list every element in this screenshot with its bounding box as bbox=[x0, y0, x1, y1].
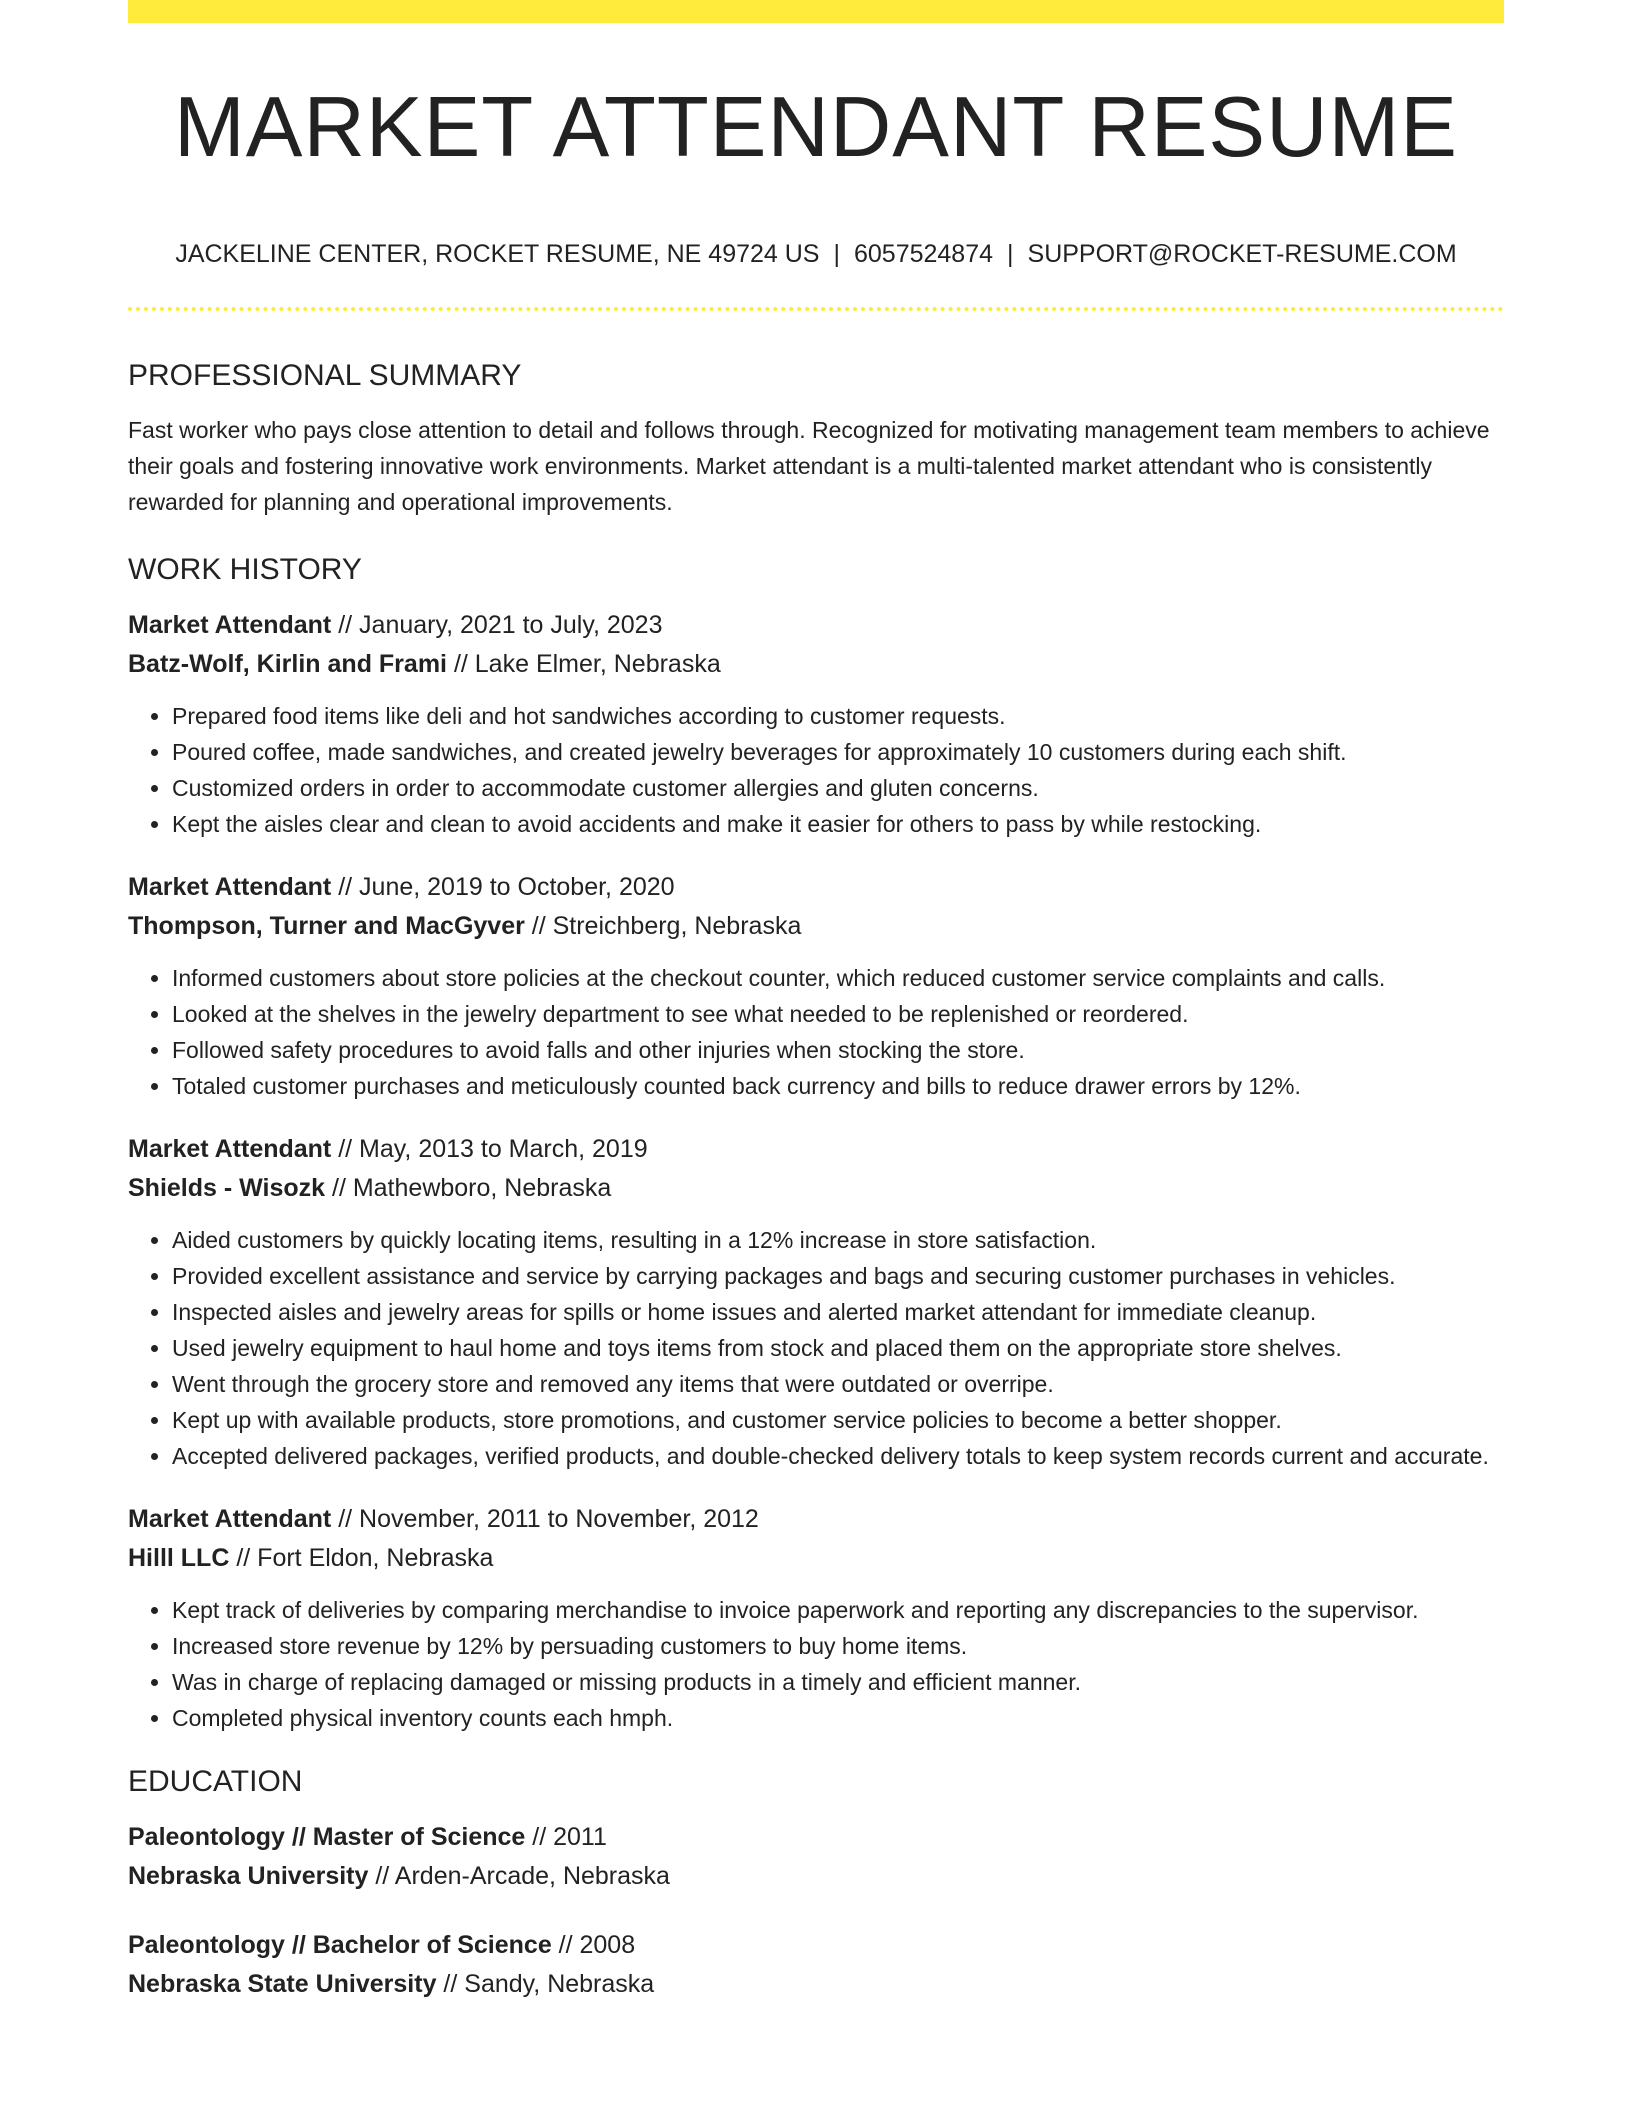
summary-heading: PROFESSIONAL SUMMARY bbox=[128, 359, 522, 392]
job-company-line bbox=[128, 645, 1504, 684]
job-company: Thompson, Turner and MacGyver bbox=[128, 912, 525, 940]
contact-address: JACKELINE CENTER, ROCKET RESUME, NE 49724 US bbox=[175, 240, 820, 268]
job-location: // Mathewboro, Nebraska bbox=[325, 1174, 612, 1202]
list-item: • Totaled customer purchases and meticulously counted back currency and bills to reduce drawer errors by 12%. bbox=[172, 1068, 1504, 1104]
page-title: MARKET ATTENDANT RESUME bbox=[173, 80, 1458, 175]
contact-separator: | bbox=[1007, 240, 1014, 268]
job-dates: // May, 2013 to March, 2019 bbox=[331, 1135, 648, 1163]
degree: Paleontology // Master of Science bbox=[128, 1823, 526, 1851]
list-item: • Customized orders in order to accommodate customer allergies and gluten concerns. bbox=[172, 770, 1504, 806]
job-location: // Lake Elmer, Nebraska bbox=[447, 650, 721, 678]
job-company-line bbox=[128, 1539, 1504, 1578]
job-company-line bbox=[128, 907, 1504, 946]
job-bullets bbox=[128, 960, 1504, 1104]
job-entry bbox=[128, 1130, 1504, 1474]
degree: Paleontology // Bachelor of Science bbox=[128, 1931, 552, 1959]
job-company: Batz-Wolf, Kirlin and Frami bbox=[128, 650, 447, 678]
job-entry bbox=[128, 606, 1504, 842]
list-item: • Went through the grocery store and removed any items that were outdated or overripe. bbox=[172, 1366, 1504, 1402]
degree-year: // 2008 bbox=[551, 1931, 636, 1959]
job-title: Market Attendant bbox=[128, 611, 332, 639]
job-company-line bbox=[128, 1169, 1504, 1208]
education-section bbox=[128, 1760, 1504, 2004]
list-item: • Was in charge of replacing damaged or missing products in a timely and efficient manner. bbox=[172, 1664, 1504, 1700]
list-item: • Completed physical inventory counts each hmph. bbox=[172, 1700, 1504, 1736]
school-location: // Sandy, Nebraska bbox=[436, 1970, 655, 1998]
job-company: Hilll LLC bbox=[128, 1544, 230, 1572]
job-bullets bbox=[128, 1222, 1504, 1474]
education-heading: EDUCATION bbox=[128, 1765, 303, 1798]
list-item: • Inspected aisles and jewelry areas for spills or home issues and alerted market attendant for immediate cleanup. bbox=[172, 1294, 1504, 1330]
list-item: • Poured coffee, made sandwiches, and created jewelry beverages for approximately 10 customers during each shift. bbox=[172, 734, 1504, 770]
school-line bbox=[128, 1965, 1504, 2004]
list-item: • Kept the aisles clear and clean to avoid accidents and make it easier for others to pass by while restocking. bbox=[172, 806, 1504, 842]
list-item: • Increased store revenue by 12% by persuading customers to buy home items. bbox=[172, 1628, 1504, 1664]
dotted-divider bbox=[128, 307, 1504, 311]
education-entry bbox=[128, 1926, 1504, 2004]
degree-line bbox=[128, 1818, 1504, 1857]
job-entry bbox=[128, 1500, 1504, 1736]
job-dates: // January, 2021 to July, 2023 bbox=[331, 611, 663, 639]
contact-phone: 6057524874 bbox=[853, 240, 994, 268]
resume-content bbox=[128, 354, 1504, 2004]
list-item: • Used jewelry equipment to haul home and toys items from stock and placed them on the appropriate store shelves. bbox=[172, 1330, 1504, 1366]
contact-email: SUPPORT@ROCKET-RESUME.COM bbox=[1027, 240, 1457, 268]
education-entry bbox=[128, 1818, 1504, 1896]
work-history-heading: WORK HISTORY bbox=[128, 553, 362, 586]
accent-bar bbox=[128, 0, 1504, 23]
list-item: • Kept track of deliveries by comparing merchandise to invoice paperwork and reporting any discrepancies to the supervisor. bbox=[172, 1592, 1504, 1628]
school: Nebraska University bbox=[128, 1862, 369, 1890]
list-item: • Prepared food items like deli and hot sandwiches according to customer requests. bbox=[172, 698, 1504, 734]
job-dates: // June, 2019 to October, 2020 bbox=[331, 873, 675, 901]
school-line bbox=[128, 1857, 1504, 1896]
work-history-section bbox=[128, 548, 1504, 1736]
job-title-line bbox=[128, 606, 1504, 645]
list-item: • Kept up with available products, store promotions, and customer service policies to become a better shopper. bbox=[172, 1402, 1504, 1438]
job-title: Market Attendant bbox=[128, 1505, 332, 1533]
job-title-line bbox=[128, 868, 1504, 907]
job-title: Market Attendant bbox=[128, 1135, 332, 1163]
school: Nebraska State University bbox=[128, 1970, 437, 1998]
summary-text: Fast worker who pays close attention to detail and follows through. Recognized for motivating management team members to achieve their goals and fostering innovative work environments. Market attendant is a multi-talented market attendant who is consistently rewarded for planning and operational improvements. bbox=[128, 417, 1490, 515]
job-dates: // November, 2011 to November, 2012 bbox=[331, 1505, 759, 1533]
list-item: • Looked at the shelves in the jewelry department to see what needed to be replenished or reordered. bbox=[172, 996, 1504, 1032]
contact-separator: | bbox=[833, 240, 840, 268]
list-item: • Accepted delivered packages, verified products, and double-checked delivery totals to keep system records current and accurate. bbox=[172, 1438, 1504, 1474]
degree-year: // 2011 bbox=[525, 1823, 607, 1851]
job-bullets bbox=[128, 1592, 1504, 1736]
job-location: // Streichberg, Nebraska bbox=[524, 912, 802, 940]
degree-line bbox=[128, 1926, 1504, 1965]
job-company: Shields - Wisozk bbox=[128, 1174, 326, 1202]
job-title-line bbox=[128, 1130, 1504, 1169]
contact-line bbox=[128, 236, 1504, 272]
summary-section bbox=[128, 354, 1504, 520]
job-bullets bbox=[128, 698, 1504, 842]
job-location: // Fort Eldon, Nebraska bbox=[229, 1544, 494, 1572]
school-location: // Arden-Arcade, Nebraska bbox=[368, 1862, 670, 1890]
list-item: • Informed customers about store policies at the checkout counter, which reduced customer service complaints and calls. bbox=[172, 960, 1504, 996]
list-item: • Provided excellent assistance and service by carrying packages and bags and securing customer purchases in vehicles. bbox=[172, 1258, 1504, 1294]
list-item: • Aided customers by quickly locating items, resulting in a 12% increase in store satisfaction. bbox=[172, 1222, 1504, 1258]
list-item: • Followed safety procedures to avoid falls and other injuries when stocking the store. bbox=[172, 1032, 1504, 1068]
job-title-line bbox=[128, 1500, 1504, 1539]
job-entry bbox=[128, 868, 1504, 1104]
job-title: Market Attendant bbox=[128, 873, 332, 901]
